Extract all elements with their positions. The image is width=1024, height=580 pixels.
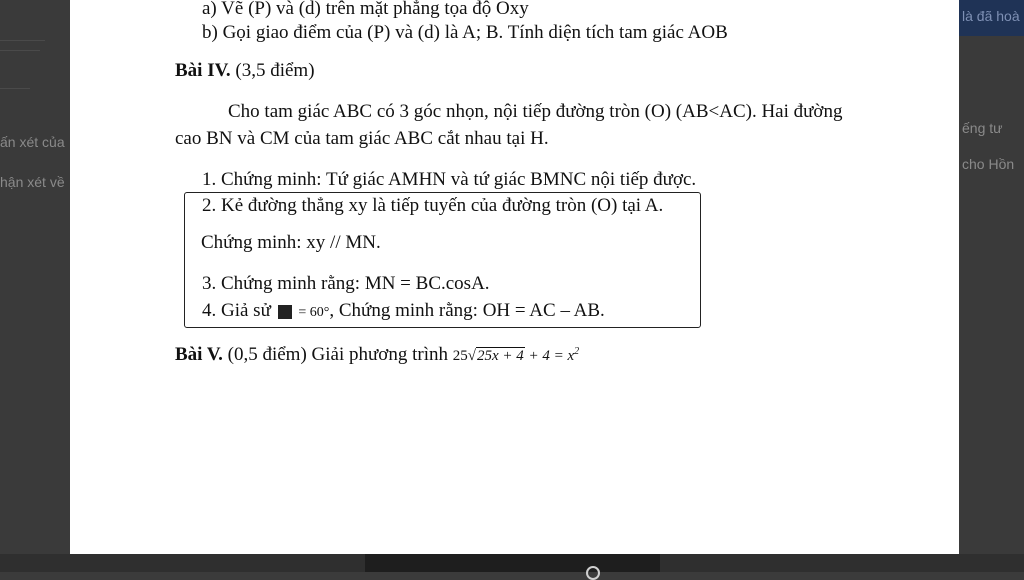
divider bbox=[0, 40, 45, 41]
background-comment-text: hận xét về bbox=[0, 174, 65, 190]
question-4-angle: = 60° bbox=[298, 305, 330, 320]
equation-radicand: 25x + 4 bbox=[476, 348, 524, 364]
angle-symbol-icon bbox=[278, 305, 292, 319]
question-3: 3. Chứng minh rằng: MN = BC.cosA. bbox=[202, 273, 490, 294]
sqrt-sign-icon: √ bbox=[467, 348, 476, 364]
question-1: 1. Chứng minh: Tứ giác AMHN và tứ giác BMNC nội tiếp được. bbox=[202, 169, 697, 190]
divider bbox=[0, 50, 40, 51]
background-text: cho Hồn bbox=[962, 156, 1015, 172]
bai4-intro-line1: Cho tam giác ABC có 3 góc nhọn, nội tiếp đường tròn (O) (AB<AC). Hai đường bbox=[228, 101, 843, 122]
equation bbox=[453, 348, 579, 364]
document-page bbox=[70, 0, 959, 554]
bai4-heading bbox=[175, 60, 315, 82]
item-b: b) Gọi giao điểm của (P) và (d) là A; B. Tính diện tích tam giác AOB bbox=[202, 22, 728, 43]
equation-rest: + 4 = x bbox=[528, 348, 575, 364]
viewer-controls bbox=[365, 554, 660, 572]
bai4-points: (3,5 điểm) bbox=[235, 60, 315, 81]
bai5-title: Bài V. bbox=[175, 344, 223, 365]
question-2: 2. Kẻ đường thẳng xy là tiếp tuyến của đường tròn (O) tại A. bbox=[202, 195, 664, 216]
background-header bbox=[959, 0, 1024, 36]
background-left-panel bbox=[0, 0, 70, 572]
item-a: a) Vẽ (P) và (d) trên mặt phẳng tọa độ Oxy bbox=[202, 0, 529, 19]
equation-coefficient: 25 bbox=[452, 348, 468, 364]
bai4-intro-line2: cao BN và CM của tam giác ABC cắt nhau tại H. bbox=[175, 128, 549, 149]
question-4-suffix: , Chứng minh rằng: OH = AC – AB. bbox=[329, 300, 605, 321]
divider bbox=[0, 88, 30, 89]
bai4-title: Bài IV. bbox=[175, 60, 231, 81]
bottom-toolbar bbox=[0, 554, 1024, 572]
bai5-text: (0,5 điểm) Giải phương trình bbox=[227, 344, 448, 365]
background-header-text: là đã hoà bbox=[962, 8, 1020, 24]
background-comment-text: ấn xét của bbox=[0, 134, 65, 150]
equation-exponent: 2 bbox=[574, 346, 580, 357]
question-4 bbox=[202, 300, 605, 324]
bai5-line bbox=[175, 341, 579, 367]
zoom-icon[interactable] bbox=[586, 566, 600, 580]
question-4-prefix: 4. Giả sử bbox=[202, 300, 271, 321]
background-right-panel bbox=[959, 0, 1024, 572]
background-text: ếng tư bbox=[962, 120, 1003, 136]
question-2-continued: Chứng minh: xy // MN. bbox=[201, 232, 381, 253]
